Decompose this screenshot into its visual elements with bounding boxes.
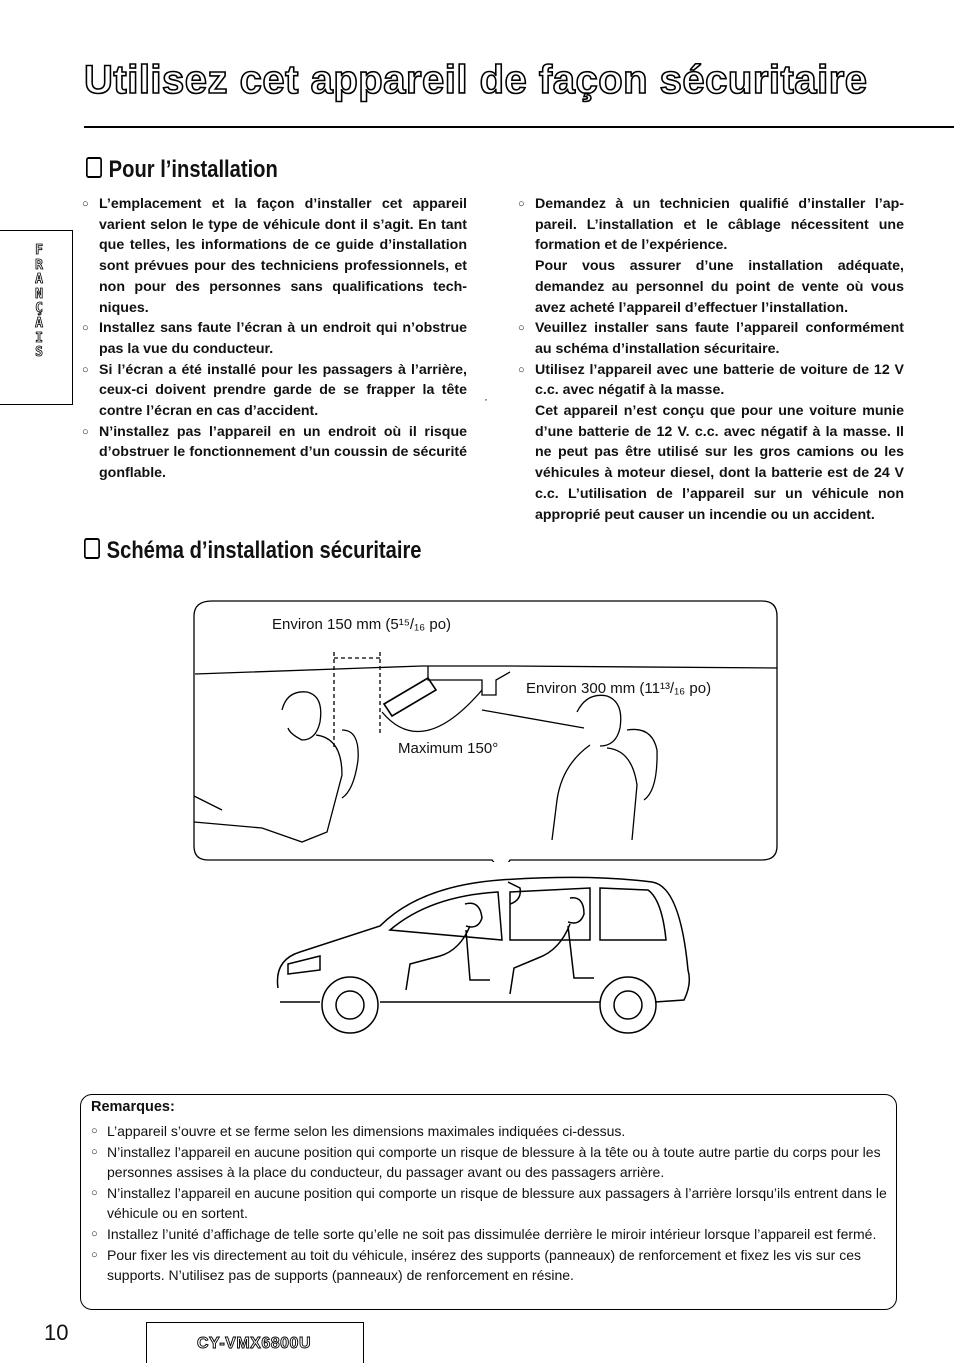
sidebar-rule-vertical: [72, 230, 73, 405]
list-item-continuation: Cet appareil n’est conçu que pour une voiture munie d’une batterie de 12 V. c.c. avec négatif à la masse. Il ne peut pas être utilisé sur les gros camions ou les véhicules à moteur diesel, dont la batterie est de 24 V c.c. L’utilisation de l’appareil sur un véhicule non approprié peut causer un incendie ou un accident.: [535, 403, 904, 523]
dimension-150: [334, 652, 380, 750]
schema-heading: [84, 537, 422, 565]
ceiling-line: [195, 666, 777, 674]
bullet-icon: ○: [518, 198, 525, 210]
installation-heading-text: Pour l’installation: [108, 156, 278, 183]
language-letter: N: [35, 286, 43, 302]
bullet-icon: ○: [518, 322, 525, 335]
bullet-icon: ○: [518, 363, 525, 376]
list-item-continuation: Pour vous assurer d’une installation adéquate, demandez au personnel du point de vente où vous avez acheté l’appareil d’effectuer l’installation.: [535, 258, 904, 316]
model-tab: [146, 1322, 364, 1363]
heading-box-icon: [86, 157, 102, 178]
rear-passenger: [552, 695, 657, 840]
language-letter: S: [35, 345, 43, 361]
label-300mm: Environ 300 mm (11¹³/₁₆ po): [526, 680, 712, 697]
bullet-icon: ○: [82, 322, 89, 335]
remarks-box: [80, 1094, 897, 1310]
list-item-text: N’installez pas l’appareil en un endroit où il risque d’obstruer le fonctionnement d’un coussin de sécurité gonflable.: [99, 423, 467, 482]
list-item: [82, 318, 467, 359]
front-wheel: [322, 977, 378, 1033]
driver-figure: [406, 903, 490, 990]
remark-text: Installez l’unité d’affichage de telle sorte qu’elle ne soit pas dissimulée derrière le miroir intérieur lorsque l’appareil est fermé.: [107, 1225, 877, 1242]
page-title: Utilisez cet appareil de façon sécuritaire: [84, 58, 868, 102]
list-item-text: Demandez à un technicien qualifié d’installer l’ap-pareil. L’installation et le câblage nécessitent une formation et de l’expérience.: [535, 196, 904, 254]
list-item-text: Installez sans faute l’écran à un endroit qui n’obstrue pas la vue du conducteur.: [99, 320, 467, 357]
remarks-title: Remarques:: [91, 1099, 175, 1115]
bullet-icon: ○: [91, 1227, 98, 1240]
list-item: [82, 360, 467, 422]
list-item: [82, 422, 467, 484]
language-tab: [28, 244, 50, 361]
list-item: [518, 360, 904, 401]
heading-box-icon: [84, 538, 100, 559]
arrow-300: [482, 710, 584, 728]
monitor-unit: [384, 678, 436, 716]
remark-item: [91, 1142, 891, 1183]
list-item-text: L’emplacement et la façon d’installer cet appareil varient selon le type de véhicule dont il s’agit. En tant que telles, les informations de ce guide d’installation sont prévues pour des techniciens professionnels, et non pour des personnes sans qualifications tech-niques.: [99, 196, 467, 316]
language-letter: A: [35, 272, 43, 288]
installation-heading: [86, 156, 278, 184]
bullet-icon: ○: [91, 1145, 98, 1158]
list-item: [82, 194, 467, 318]
bullet-icon: ○: [82, 198, 89, 210]
remark-item: [91, 1224, 891, 1245]
label-max-angle: Maximum 150°: [398, 740, 499, 757]
sidebar-rule-bottom: [0, 404, 72, 405]
language-letter: F: [35, 243, 43, 258]
model-number: CY-VMX6800U: [197, 1335, 311, 1352]
rear-wheel: [600, 977, 656, 1033]
title-divider: [84, 126, 954, 128]
bullet-icon: ○: [91, 1125, 98, 1137]
page-number: 10: [44, 1320, 69, 1345]
sidebar-rule-top: [0, 230, 72, 231]
remark-item: [91, 1121, 891, 1142]
language-letter: R: [35, 257, 43, 273]
bullet-icon: ○: [82, 425, 89, 438]
stray-dot: ·: [484, 392, 488, 406]
remark-text: N’installez l’appareil en aucune position qui comporte un risque de blessure aux passagers à l’arrière lorsqu’ils entrent dans le véhicule ou en sortent.: [107, 1184, 887, 1222]
label-150mm: Environ 150 mm (5¹⁵/₁₆ po): [272, 616, 452, 633]
remark-text: Pour fixer les vis directement au toit du véhicule, insérez des supports (panneaux) de renforcement et fixez les vis sur ces supports. N’utilisez pas de supports (panneaux) de renforcement en résine.: [107, 1246, 862, 1284]
installation-left-column: [82, 194, 467, 484]
bullet-icon: ○: [91, 1186, 98, 1199]
language-letter: I: [35, 330, 43, 346]
list-item-text: Utilisez l’appareil avec une batterie de voiture de 12 V c.c. avec négatif à la masse.: [535, 361, 904, 399]
language-letter: Ç: [35, 301, 43, 317]
remark-text: L’appareil s’ouvre et se ferme selon les dimensions maximales indiquées ci-dessus.: [107, 1123, 626, 1139]
installation-right-column: [518, 194, 904, 525]
list-item-text: Veuillez installer sans faute l’appareil conformément au schéma d’installation sécuritaire.: [535, 320, 904, 357]
front-driver: [194, 692, 358, 842]
mount-bracket: [428, 666, 510, 695]
remark-item: [91, 1245, 891, 1286]
language-letter: A: [35, 315, 43, 331]
diagram-frame: [194, 601, 777, 862]
headlight: [288, 956, 320, 974]
remark-item: [91, 1183, 891, 1224]
list-item-text: Si l’écran a été installé pour les passagers à l’arrière, ceux-ci doivent prendre garde de se frapper la tête contre l’écran en cas d’accident.: [99, 361, 467, 420]
remark-text: N’installez l’appareil en aucune position qui comporte un risque de blessure à la tête ou à toute autre partie du corps pour les personnes assises à la place du conducteur, du passager avant ou des passagers arrière.: [107, 1143, 881, 1181]
front-wheel-hub: [336, 991, 364, 1019]
installation-diagram: [192, 600, 779, 862]
list-item: [518, 318, 904, 359]
rear-figure: [510, 898, 594, 994]
car-illustration: [270, 860, 700, 1040]
car-windows: [390, 888, 666, 940]
rear-wheel-hub: [614, 991, 642, 1019]
list-item: [518, 194, 904, 256]
bullet-icon: ○: [82, 363, 89, 376]
bullet-icon: ○: [91, 1248, 98, 1261]
schema-heading-text: Schéma d’installation sécuritaire: [106, 537, 422, 564]
remarks-list: [91, 1121, 891, 1286]
